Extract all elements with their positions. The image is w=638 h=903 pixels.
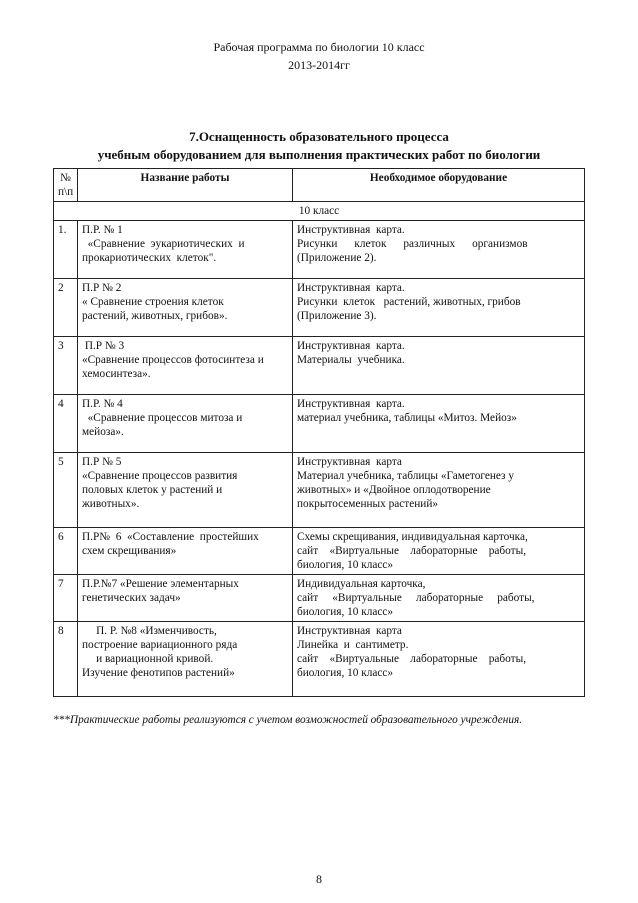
section-title-line2: учебным оборудованием для выполнения практических работ по биологии <box>97 147 541 162</box>
work-name-line: генетических задач» <box>82 592 181 604</box>
work-name-line: П.Р. № 1 <box>82 224 123 236</box>
work-name-line: мейоза». <box>82 426 124 438</box>
footnote: ***Практические работы реализуются с учетом возможностей образовательного учреждения. <box>53 714 523 726</box>
work-name-line: Изучение фенотипов растений» <box>82 667 235 679</box>
row-equipment <box>293 622 585 697</box>
row-work-name <box>78 395 293 453</box>
equipment-line: Инструктивная карта. <box>297 224 405 236</box>
table-row <box>54 528 585 575</box>
work-name-line: «Сравнение процессов фотосинтеза и <box>82 354 264 366</box>
equipment-line: Инструктивная карта <box>297 625 402 637</box>
row-number: 4 <box>54 395 78 453</box>
equipment-line: Схемы скрещивания, индивидуальная карточка, <box>297 531 528 543</box>
page-header-years: 2013-2014гг <box>288 58 350 72</box>
row-number: 1. <box>54 221 78 279</box>
equipment-line: (Приложение 2). <box>297 252 377 264</box>
work-name-line: П.Р.№7 «Решение элементарных <box>82 578 239 590</box>
work-name-line: «Сравнение процессов развития <box>82 470 238 482</box>
work-name-line: « Сравнение строения клеток <box>82 296 224 308</box>
equipment-line: Инструктивная карта. <box>297 398 405 410</box>
work-name-line: П. Р. №8 «Изменчивость, <box>82 625 217 637</box>
work-name-line: половых клеток у растений и <box>82 484 223 496</box>
header-name: Название работы <box>78 169 293 202</box>
row-equipment <box>293 395 585 453</box>
table-row <box>54 279 585 337</box>
table-row <box>54 453 585 528</box>
equipment-line: материал учебника, таблицы «Митоз. Мейоз» <box>297 412 517 424</box>
class-label: 10 класс <box>54 202 585 221</box>
row-work-name <box>78 221 293 279</box>
equipment-line: Рисунки клеток растений, животных, грибов <box>297 296 521 308</box>
row-work-name <box>78 622 293 697</box>
work-name-line: П.Р № 2 <box>82 282 122 294</box>
equipment-line: Инструктивная карта <box>297 456 402 468</box>
row-equipment <box>293 528 585 575</box>
equipment-line: покрытосеменных растений» <box>297 498 439 510</box>
work-name-line: П.Р № 5 <box>82 456 122 468</box>
header-num-line1: № <box>60 172 71 184</box>
class-row <box>54 202 585 221</box>
row-work-name <box>78 575 293 622</box>
row-number: 3 <box>54 337 78 395</box>
header-num <box>54 169 78 202</box>
work-name-line: прокариотических клеток". <box>82 252 217 264</box>
practical-works-table <box>53 168 585 697</box>
equipment-line: сайт «Виртуальные лабораторные работы, <box>297 653 527 665</box>
equipment-line: животных» и «Двойное оплодотворение <box>297 484 491 496</box>
work-name-line: П.Р. № 4 <box>82 398 123 410</box>
equipment-line: биология, 10 класс» <box>297 559 394 571</box>
equipment-line: Рисунки клеток различных организмов <box>297 238 528 250</box>
row-equipment <box>293 279 585 337</box>
equipment-line: биология, 10 класс» <box>297 667 394 679</box>
work-name-line: и вариационной кривой. <box>82 653 214 665</box>
work-name-line: построение вариационного ряда <box>82 639 238 651</box>
work-name-line: животных». <box>82 498 140 510</box>
row-equipment <box>293 221 585 279</box>
equipment-line: Материалы учебника. <box>297 354 405 366</box>
equipment-line: сайт «Виртуальные лабораторные работы, <box>297 592 535 604</box>
header-num-line2: п\п <box>58 186 74 198</box>
table-row <box>54 337 585 395</box>
page-number: 8 <box>316 872 322 886</box>
work-name-line: П.Р № 3 <box>82 340 125 352</box>
work-name-line: П.Р№ 6 «Составление простейших <box>82 531 259 543</box>
row-work-name <box>78 337 293 395</box>
row-equipment <box>293 337 585 395</box>
section-title <box>30 128 608 164</box>
work-name-line: схем скрещивания» <box>82 545 177 557</box>
table-row <box>54 221 585 279</box>
equipment-line: Материал учебника, таблицы «Гаметогенез у <box>297 470 514 482</box>
table-header-row <box>54 169 585 202</box>
work-name-line: «Сравнение процессов митоза и <box>82 412 243 424</box>
work-name-line: растений, животных, грибов». <box>82 310 228 322</box>
row-number: 8 <box>54 622 78 697</box>
row-equipment <box>293 575 585 622</box>
row-work-name <box>78 528 293 575</box>
equipment-line: Инструктивная карта. <box>297 282 405 294</box>
work-name-line: «Сравнение эукариотических и <box>82 238 245 250</box>
equipment-line: Линейка и сантиметр. <box>297 639 409 651</box>
row-work-name <box>78 279 293 337</box>
work-name-line: хемосинтеза». <box>82 368 151 380</box>
equipment-line: Инструктивная карта. <box>297 340 405 352</box>
equipment-line: Индивидуальная карточка, <box>297 578 426 590</box>
section-title-line1: 7.Оснащенность образовательного процесса <box>189 129 449 144</box>
row-work-name <box>78 453 293 528</box>
table-row <box>54 395 585 453</box>
header-equipment: Необходимое оборудование <box>293 169 585 202</box>
equipment-line: сайт «Виртуальные лабораторные работы, <box>297 545 527 557</box>
row-number: 7 <box>54 575 78 622</box>
equipment-line: биология, 10 класс» <box>297 606 394 618</box>
table-row <box>54 575 585 622</box>
row-number: 5 <box>54 453 78 528</box>
table-row <box>54 622 585 697</box>
row-number: 2 <box>54 279 78 337</box>
row-equipment <box>293 453 585 528</box>
equipment-line: (Приложение 3). <box>297 310 377 322</box>
page-header-title: Рабочая программа по биологии 10 класс <box>213 40 425 54</box>
row-number: 6 <box>54 528 78 575</box>
